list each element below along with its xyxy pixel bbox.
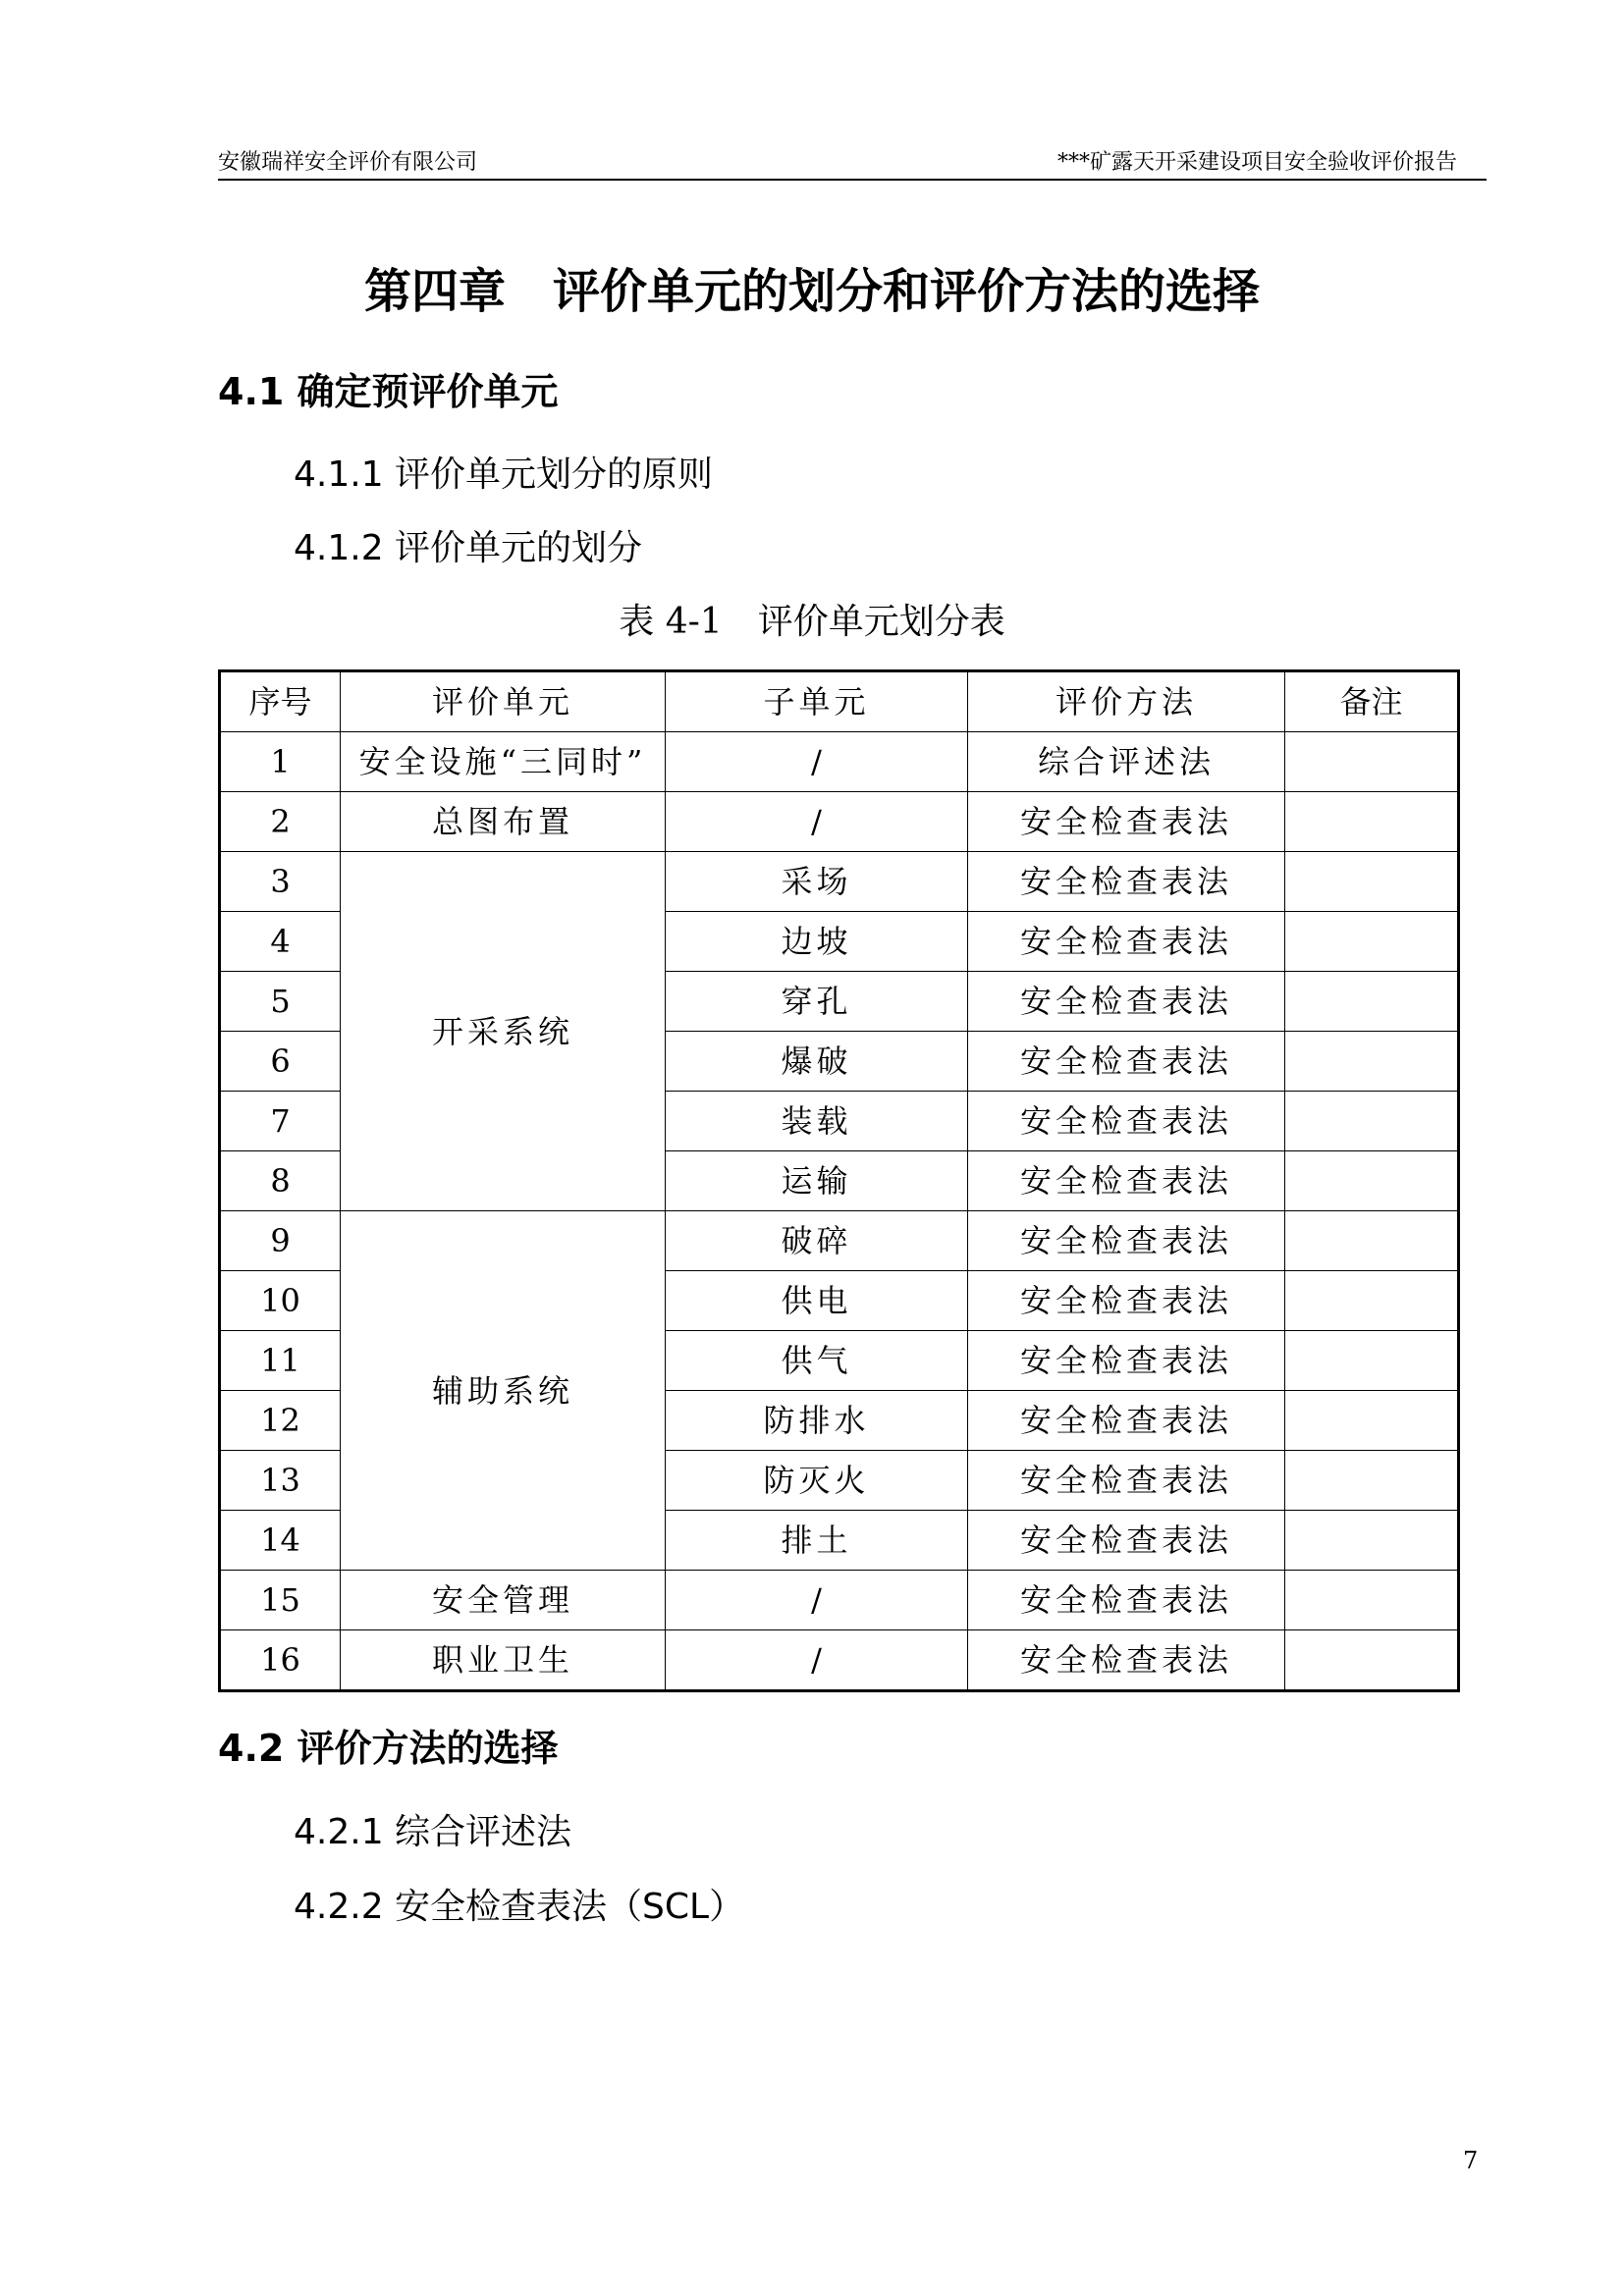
subsection-4-2-1-heading: 4.2.1 综合评述法 xyxy=(294,1812,572,1852)
unit-cell: 职业卫生 xyxy=(341,1630,666,1691)
subsection-4-2-2-heading: 4.2.2 安全检查表法（SCL） xyxy=(294,1887,745,1927)
row-number: 16 xyxy=(220,1630,341,1691)
method-cell: 安全检查表法 xyxy=(968,1151,1285,1211)
subunit-cell: 排土 xyxy=(666,1511,968,1571)
note-cell xyxy=(1285,912,1459,972)
header-company: 安徽瑞祥安全评价有限公司 xyxy=(218,150,478,175)
subunit-cell: 运输 xyxy=(666,1151,968,1211)
row-number: 10 xyxy=(220,1271,341,1331)
method-cell: 安全检查表法 xyxy=(968,1571,1285,1630)
header-report-title: ***矿露天开采建设项目安全验收评价报告 xyxy=(1056,150,1457,175)
method-cell: 综合评述法 xyxy=(968,732,1285,792)
note-cell xyxy=(1285,1391,1459,1451)
subunit-cell: / xyxy=(666,1630,968,1691)
subunit-cell: 破碎 xyxy=(666,1211,968,1271)
note-cell xyxy=(1285,1571,1459,1630)
row-number: 12 xyxy=(220,1391,341,1451)
section-4-2-heading: 4.2 评价方法的选择 xyxy=(218,1727,559,1770)
row-number: 2 xyxy=(220,792,341,852)
method-cell: 安全检查表法 xyxy=(968,852,1285,912)
subunit-cell: 供电 xyxy=(666,1271,968,1331)
method-cell: 安全检查表法 xyxy=(968,1271,1285,1331)
header-cell: 子单元 xyxy=(666,671,968,732)
method-cell: 安全检查表法 xyxy=(968,1511,1285,1571)
note-cell xyxy=(1285,1630,1459,1691)
subunit-cell: 穿孔 xyxy=(666,972,968,1032)
method-cell: 安全检查表法 xyxy=(968,1331,1285,1391)
method-cell: 安全检查表法 xyxy=(968,972,1285,1032)
subunit-cell: 防排水 xyxy=(666,1391,968,1451)
note-cell xyxy=(1285,1331,1459,1391)
row-number: 6 xyxy=(220,1032,341,1092)
page-header xyxy=(218,141,1487,181)
subunit-cell: 爆破 xyxy=(666,1032,968,1092)
unit-cell-mining-system: 开采系统 xyxy=(341,852,666,1211)
table-row xyxy=(220,852,1459,912)
unit-cell-auxiliary-system: 辅助系统 xyxy=(341,1211,666,1571)
note-cell xyxy=(1285,732,1459,792)
note-cell xyxy=(1285,1211,1459,1271)
table-row xyxy=(220,732,1459,792)
method-cell: 安全检查表法 xyxy=(968,792,1285,852)
subunit-cell: 供气 xyxy=(666,1331,968,1391)
table-header-row xyxy=(220,671,1459,732)
table-row xyxy=(220,792,1459,852)
subunit-cell: 边坡 xyxy=(666,912,968,972)
note-cell xyxy=(1285,852,1459,912)
table-row xyxy=(220,1571,1459,1630)
method-cell: 安全检查表法 xyxy=(968,1092,1285,1151)
table-row xyxy=(220,1211,1459,1271)
subunit-cell: 采场 xyxy=(666,852,968,912)
method-cell: 安全检查表法 xyxy=(968,1032,1285,1092)
subsection-4-1-1-heading: 4.1.1 评价单元划分的原则 xyxy=(294,454,714,495)
subunit-cell: / xyxy=(666,1571,968,1630)
note-cell xyxy=(1285,1151,1459,1211)
method-cell: 安全检查表法 xyxy=(968,1630,1285,1691)
subunit-cell: 防灭火 xyxy=(666,1451,968,1511)
unit-cell: 总图布置 xyxy=(341,792,666,852)
subunit-cell: / xyxy=(666,792,968,852)
header-cell: 评价方法 xyxy=(968,671,1285,732)
section-4-1-heading: 4.1 确定预评价单元 xyxy=(218,370,559,413)
subsection-4-1-2-heading: 4.1.2 评价单元的划分 xyxy=(294,528,643,568)
note-cell xyxy=(1285,972,1459,1032)
header-cell: 序号 xyxy=(220,671,341,732)
note-cell xyxy=(1285,1092,1459,1151)
row-number: 5 xyxy=(220,972,341,1032)
page-number: 7 xyxy=(1463,2147,1479,2174)
method-cell: 安全检查表法 xyxy=(968,1391,1285,1451)
method-cell: 安全检查表法 xyxy=(968,1211,1285,1271)
method-cell: 安全检查表法 xyxy=(968,1451,1285,1511)
row-number: 11 xyxy=(220,1331,341,1391)
method-cell: 安全检查表法 xyxy=(968,912,1285,972)
row-number: 4 xyxy=(220,912,341,972)
header-cell: 评价单元 xyxy=(341,671,666,732)
row-number: 8 xyxy=(220,1151,341,1211)
note-cell xyxy=(1285,1032,1459,1092)
row-number: 7 xyxy=(220,1092,341,1151)
row-number: 14 xyxy=(220,1511,341,1571)
table-row xyxy=(220,1630,1459,1691)
header-cell: 备注 xyxy=(1285,671,1459,732)
row-number: 15 xyxy=(220,1571,341,1630)
chapter-title: 第四章 评价单元的划分和评价方法的选择 xyxy=(363,264,1260,319)
row-number: 9 xyxy=(220,1211,341,1271)
table-caption: 表 4-1 评价单元划分表 xyxy=(619,602,1005,642)
note-cell xyxy=(1285,1271,1459,1331)
evaluation-unit-table xyxy=(218,669,1460,1692)
subunit-cell: 装载 xyxy=(666,1092,968,1151)
note-cell xyxy=(1285,1451,1459,1511)
note-cell xyxy=(1285,1511,1459,1571)
row-number: 13 xyxy=(220,1451,341,1511)
note-cell xyxy=(1285,792,1459,852)
unit-cell: 安全管理 xyxy=(341,1571,666,1630)
unit-cell: 安全设施“三同时” xyxy=(341,732,666,792)
subunit-cell: / xyxy=(666,732,968,792)
row-number: 1 xyxy=(220,732,341,792)
row-number: 3 xyxy=(220,852,341,912)
